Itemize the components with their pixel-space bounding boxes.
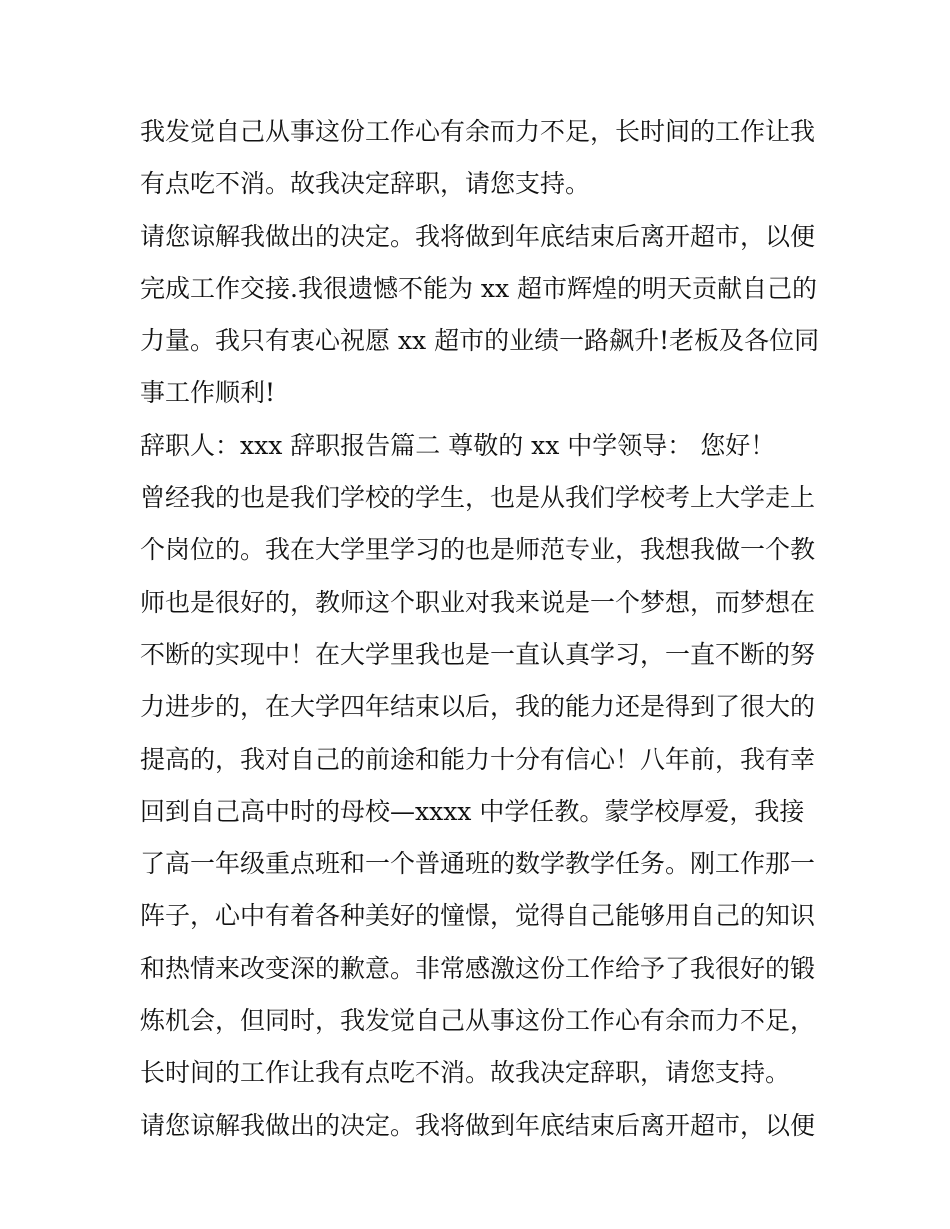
text-line: 事工作顺利! [140, 378, 276, 408]
text-line: 长时间的工作让我有点吃不消。故我决定辞职，请您支持。 [140, 1058, 791, 1088]
text-line: 曾经我的也是我们学校的学生，也是从我们学校考上大学走上 [140, 483, 816, 513]
text-line: 我发觉自己从事这份工作心有余而力不足，长时间的工作让我 [140, 117, 816, 146]
text-line: 不断的实现中！在大学里我也是一直认真学习，一直不断的努 [140, 639, 816, 669]
text-line: 辞职人：xxx 辞职报告篇二 尊敬的 xx 中学领导： 您好！ [140, 430, 776, 460]
text-line: 有点吃不消。故我决定辞职，请您支持。 [140, 169, 591, 199]
text-line: 请您谅解我做出的决定。我将做到年底结束后离开超市，以便 [140, 1110, 816, 1140]
text-line: 师也是很好的，教师这个职业对我来说是一个梦想，而梦想在 [140, 587, 816, 617]
text-line: 个岗位的。我在大学里学习的也是师范专业，我想我做一个教 [140, 535, 816, 565]
text-line: 了高一年级重点班和一个普通班的数学教学任务。刚工作那一 [140, 849, 816, 879]
text-line: 完成工作交接.我很遗憾不能为 xx 超市辉煌的明天贡献自己的 [140, 273, 818, 303]
text-line: 力进步的，在大学四年结束以后，我的能力还是得到了很大的 [140, 692, 816, 722]
document-body [140, 106, 820, 1152]
text-line: 回到自己高中时的母校—xxxx 中学任教。蒙学校厚爱，我接 [140, 796, 805, 826]
text-line: 炼机会，但同时，我发觉自己从事这份工作心有余而力不足， [140, 1006, 816, 1036]
text-line: 阵子，心中有着各种美好的憧憬，觉得自己能够用自己的知识 [140, 901, 816, 931]
text-line: 请您谅解我做出的决定。我将做到年底结束后离开超市，以便 [140, 221, 816, 251]
text-line: 力量。我只有衷心祝愿 xx 超市的业绩一路飙升!老板及各位同 [140, 326, 820, 356]
text-line: 提高的，我对自己的前途和能力十分有信心！八年前，我有幸 [140, 744, 816, 774]
text-line: 和热情来改变深的歉意。非常感激这份工作给予了我很好的锻 [140, 953, 816, 983]
